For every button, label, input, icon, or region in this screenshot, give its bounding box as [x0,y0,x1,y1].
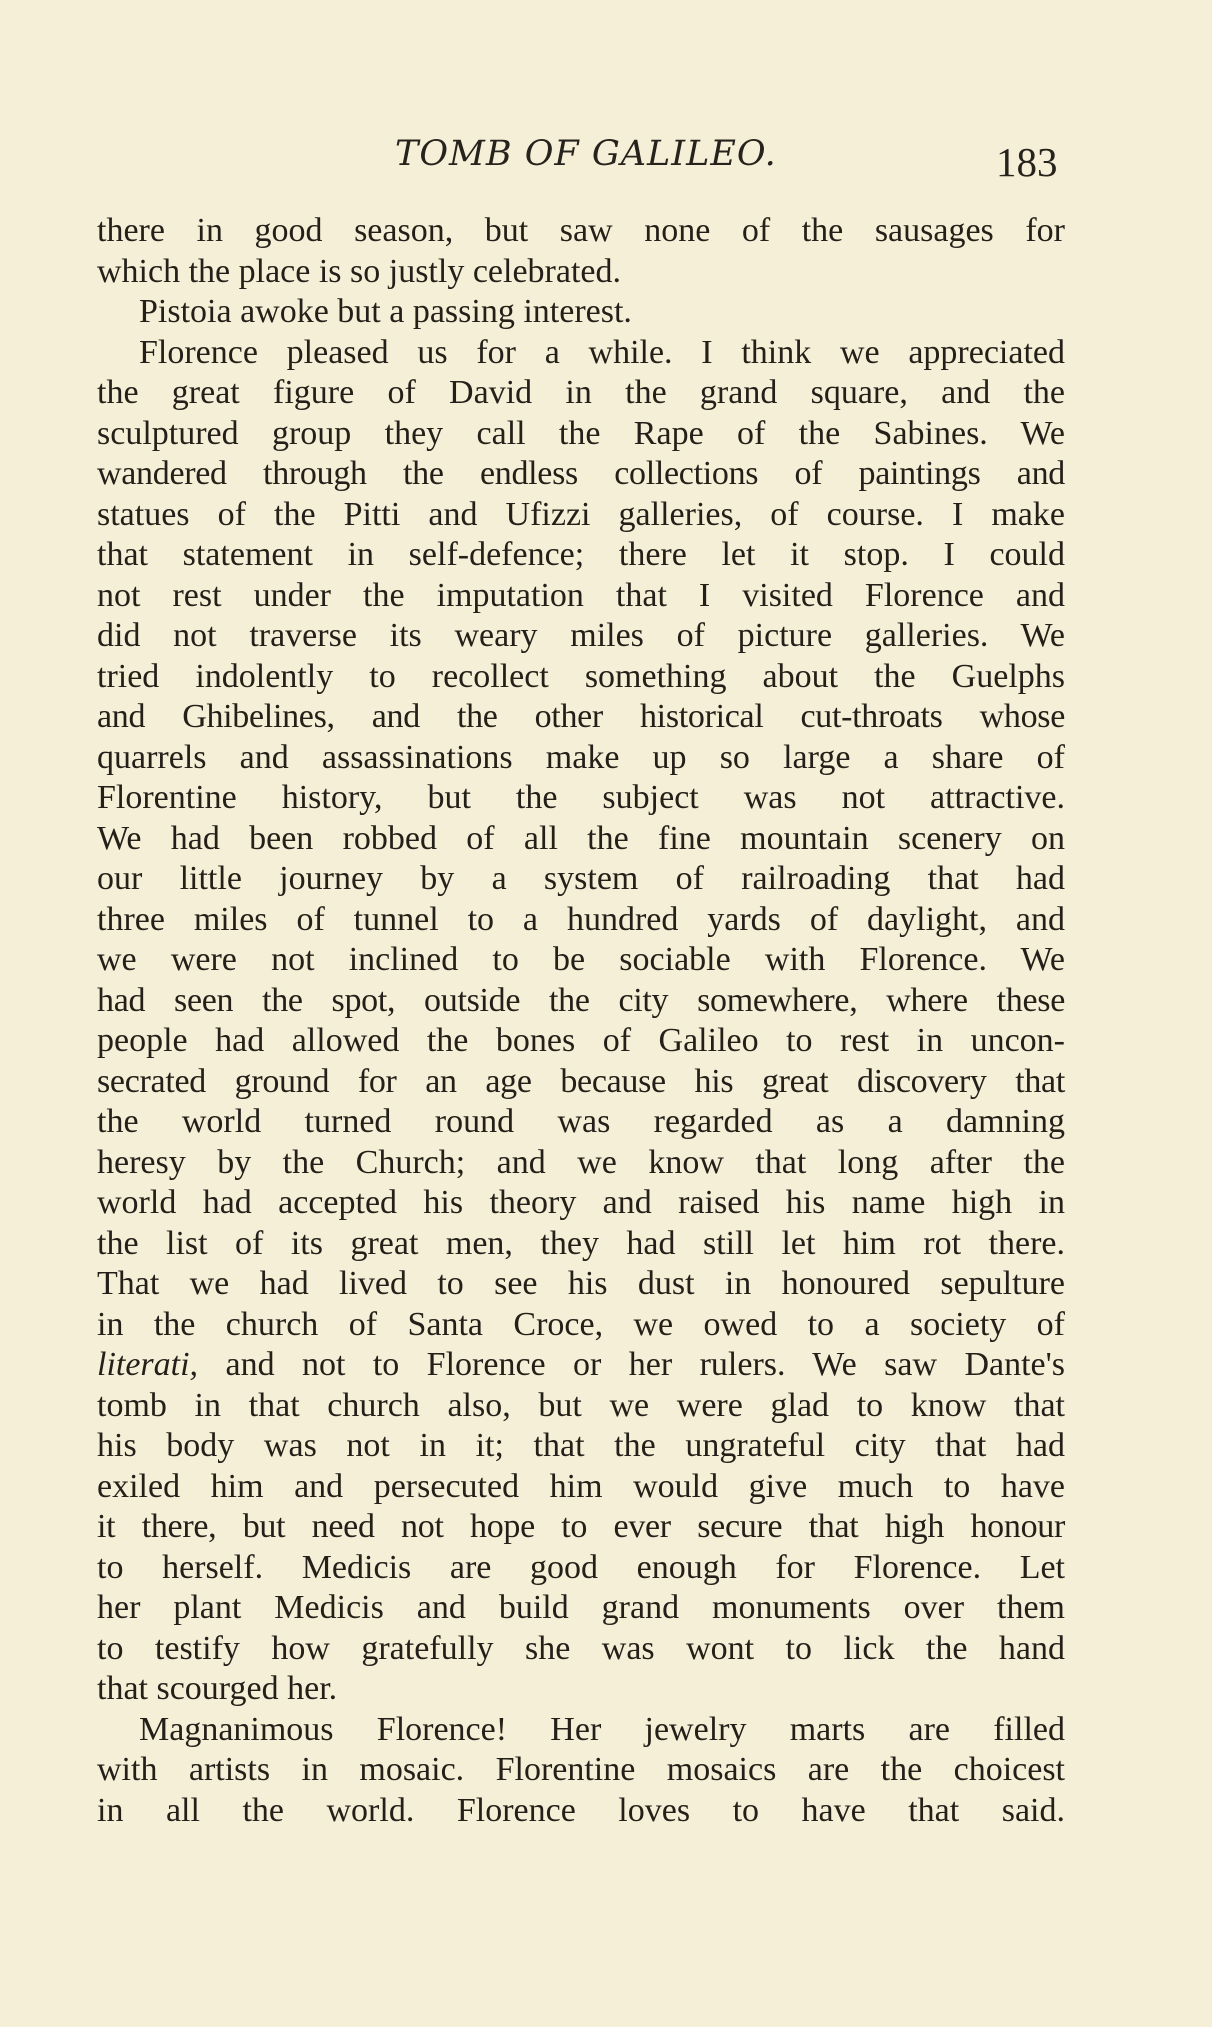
body-text [97,211,1065,1831]
text-line: in the church of Santa Croce, we owed to a society of [97,1305,1065,1343]
text-line: the list of its great men, they had still let him rot there. [97,1224,1065,1262]
text-line: the great figure of David in the grand square, and the [97,374,1065,411]
text-line: to testify how gratefully she was wont to lick the hand [97,1629,1065,1667]
paragraph-start-line: Florence pleased us for a while. I think we appreciated [139,333,1065,371]
running-title: TOMB OF GALILEO. [395,134,777,174]
text-line: That we had lived to see his dust in honoured sepulture [97,1265,1065,1302]
text-line: it there, but need not hope to ever secure that high honour [97,1508,1065,1545]
text-line: tomb in that church also, but we were glad to know that [97,1386,1065,1424]
text-line: and Ghibelines, and the other historical cut-throats whose [97,698,1065,735]
text-line: her plant Medicis and build grand monuments over them [97,1589,1065,1626]
text-line: we were not inclined to be sociable with Florence. We [97,941,1065,978]
text-line: exiled him and persecuted him would give much to have [97,1467,1065,1505]
text-line: did not traverse its weary miles of picture galleries. We [97,617,1065,654]
paragraph-start-line: Magnanimous Florence! Her jewelry marts are filled [139,1710,1065,1748]
text-line: to herself. Medicis are good enough for Florence. Let [97,1548,1065,1586]
text-line: heresy by the Church; and we know that long after the [97,1143,1065,1181]
text-line: sculptured group they call the Rape of the Sabines. We [97,414,1065,452]
text-line: which the place is so justly celebrated. [97,252,621,290]
text-line: quarrels and assassinations make up so large a share of [97,738,1065,776]
text-line: his body was not in it; that the ungrateful city that had [97,1427,1065,1464]
text-line: tried indolently to recollect something about the Guelphs [97,657,1065,695]
text-line: people had allowed the bones of Galileo to rest in uncon- [97,1022,1065,1059]
text-line: We had been robbed of all the fine mountain scenery on [97,819,1065,857]
italic-word: literati, [97,1346,199,1383]
text-line: that statement in self-defence; there let it stop. I could [97,536,1065,573]
text-line: three miles of tunnel to a hundred yards of daylight, and [97,900,1065,938]
paragraph-start-line: Pistoia awoke but a passing interest. [139,293,632,330]
text-line: not rest under the imputation that I visited Florence and [97,576,1065,614]
text-fragment: and not to Florence or her rulers. We saw Dante's [198,1346,1065,1383]
text-line: wandered through the endless collections of paintings and [97,455,1065,492]
text-line: the world turned round was regarded as a damning [97,1103,1065,1140]
text-line: that scourged her. [97,1670,338,1707]
text-line: our little journey by a system of railroading that had [97,860,1065,897]
text-line: had seen the spot, outside the city somewhere, where these [97,981,1065,1019]
page-header [0,130,1212,190]
text-line: with artists in mosaic. Florentine mosaics are the choicest [97,1751,1065,1788]
text-line: world had accepted his theory and raised his name high in [97,1184,1065,1221]
page-number: 183 [996,139,1058,185]
text-line: secrated ground for an age because his great discovery that [97,1062,1065,1100]
text-line: Florentine history, but the subject was not attractive. [97,779,1065,816]
text-line: there in good season, but saw none of the sausages for [97,212,1065,249]
text-line [97,1345,1065,1386]
text-line: statues of the Pitti and Ufizzi galleries, of course. I make [97,495,1065,533]
text-line: in all the world. Florence loves to have that said. [97,1791,1065,1829]
